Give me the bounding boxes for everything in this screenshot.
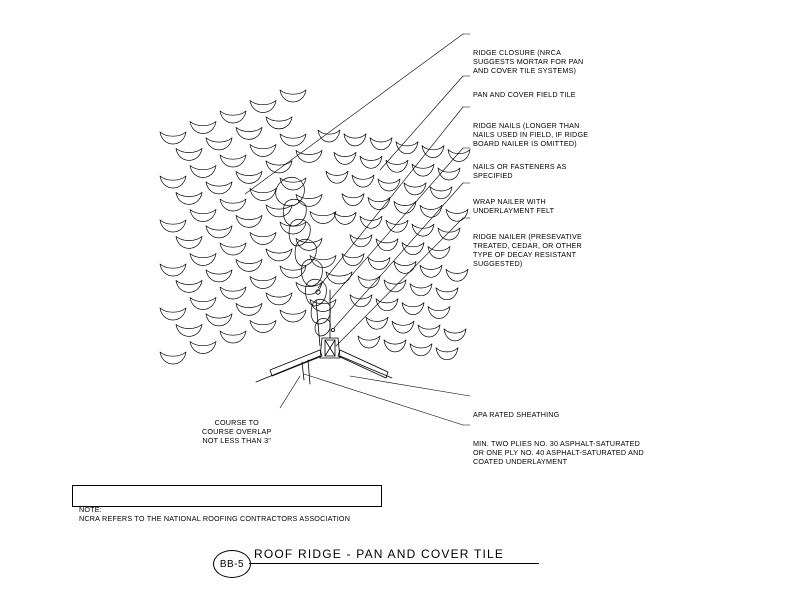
tile-scallop — [412, 224, 434, 236]
tile-scallop — [176, 148, 202, 160]
tile-scallop — [342, 254, 364, 266]
tile-scallop — [206, 314, 232, 326]
tile-scallop — [190, 254, 216, 266]
tile-scallop — [446, 209, 468, 221]
detail-id-bubble — [213, 550, 251, 578]
callout-ridge-nailer: RIDGE NAILER (PRESEVATIVE TREATED, CEDAR, OR OTHER TYPE OF DECAY RESISTANT SUGGESTED) — [473, 232, 582, 268]
tile-scallop — [176, 236, 202, 248]
tile-scallop — [220, 331, 246, 343]
tile-scallop — [296, 282, 322, 294]
tile-scallop — [296, 150, 322, 162]
tile-scallop — [386, 160, 408, 172]
tile-scallop — [236, 215, 262, 227]
right-roof-plane-tiles — [318, 130, 470, 360]
tile-scallop — [206, 138, 232, 150]
tile-scallop — [220, 287, 246, 299]
tile-scallop — [448, 150, 470, 162]
tile-scallop — [250, 277, 276, 289]
tile-scallop — [394, 261, 416, 273]
tile-scallop — [376, 299, 398, 311]
tile-scallop — [266, 117, 292, 129]
tile-scallop — [190, 342, 216, 354]
tile-scallop — [430, 187, 452, 199]
tile-scallop — [428, 307, 450, 319]
tile-scallop — [280, 178, 306, 190]
tile-scallop — [358, 276, 380, 288]
tile-scallop — [280, 90, 306, 102]
tile-scallop — [378, 179, 400, 191]
tile-scallop — [206, 182, 232, 194]
tile-scallop — [250, 101, 276, 113]
tile-scallop — [344, 134, 366, 146]
title-underline — [249, 563, 539, 564]
tile-scallop — [236, 127, 262, 139]
tile-scallop — [220, 111, 246, 123]
tile-scallop — [342, 194, 364, 206]
tile-scallop — [334, 212, 356, 224]
tile-scallop — [386, 220, 408, 232]
tile-scallop — [176, 192, 202, 204]
callout-ridge-closure: RIDGE CLOSURE (NRCA SUGGESTS MORTAR FOR PAN AND COVER TILE SYSTEMS) — [473, 48, 584, 75]
tile-scallop — [250, 145, 276, 157]
tile-scallop — [420, 265, 442, 277]
tile-scallop — [394, 201, 416, 213]
note-box — [72, 485, 382, 523]
tile-scallop — [410, 344, 432, 356]
tile-scallop — [358, 336, 380, 348]
tile-scallop — [412, 164, 434, 176]
tile-scallop — [190, 122, 216, 134]
tile-scallop — [410, 284, 432, 296]
tile-scallop — [334, 152, 356, 164]
tile-scallop — [206, 270, 232, 282]
tile-scallop — [220, 199, 246, 211]
tile-scallop — [220, 155, 246, 167]
tile-scallop — [428, 247, 450, 259]
tile-scallop — [436, 348, 458, 360]
tile-scallop — [418, 325, 440, 337]
tile-scallop — [236, 303, 262, 315]
tile-scallop — [376, 239, 398, 251]
note-text: NOTE: NCRA REFERS TO THE NATIONAL ROOFING CONTRACTORS ASSOCIATION — [79, 505, 351, 523]
tile-scallop — [436, 288, 458, 300]
tile-scallop — [266, 293, 292, 305]
tile-scallop — [370, 138, 392, 150]
callout-underlayment: MIN. TWO PLIES NO. 30 ASPHALT-SATURATED OR ONE PLY NO. 40 ASPHALT-SATURATED AND COATED UNDERLAYMENT — [473, 439, 644, 466]
tile-scallop — [280, 222, 306, 234]
callout-field-tile: PAN AND COVER FIELD TILE — [473, 90, 576, 99]
tile-scallop — [366, 317, 388, 329]
tile-scallop — [280, 134, 306, 146]
tile-scallop — [190, 210, 216, 222]
tile-scallop — [206, 226, 232, 238]
tile-scallop — [392, 321, 414, 333]
tile-scallop — [190, 166, 216, 178]
tile-scallop — [402, 303, 424, 315]
drawing-title: ROOF RIDGE - PAN AND COVER TILE — [254, 547, 505, 561]
tile-scallop — [160, 308, 186, 320]
callout-fasteners: NAILS OR FASTENERS AS SPECIFIED — [473, 162, 567, 180]
tile-scallop — [318, 130, 340, 142]
tile-scallop — [422, 146, 444, 158]
tile-scallop — [438, 228, 460, 240]
tile-scallop — [236, 171, 262, 183]
tile-scallop — [250, 321, 276, 333]
callout-sheathing: APA RATED SHEATHING — [473, 410, 560, 419]
tile-scallop — [176, 324, 202, 336]
tile-scallop — [350, 235, 372, 247]
tile-scallop — [250, 189, 276, 201]
tile-scallop — [368, 198, 390, 210]
tile-scallop — [326, 272, 352, 284]
tile-scallop — [160, 264, 186, 276]
detail-id: BB-5 — [219, 558, 245, 570]
tile-scallop — [384, 280, 406, 292]
tile-scallop — [160, 220, 186, 232]
tile-scallop — [350, 295, 372, 307]
tile-scallop — [250, 233, 276, 245]
tile-scallop — [446, 269, 468, 281]
tile-scallop — [236, 259, 262, 271]
tile-scallop — [444, 329, 466, 341]
tile-scallop — [190, 298, 216, 310]
tile-scallop — [402, 243, 424, 255]
tile-scallop — [438, 168, 460, 180]
tile-scallop — [352, 175, 374, 187]
tile-scallop — [404, 183, 426, 195]
tile-scallop — [266, 249, 292, 261]
tile-scallop — [360, 156, 382, 168]
tile-scallop — [368, 258, 390, 270]
tile-scallop — [160, 132, 186, 144]
callout-wrap-nailer: WRAP NAILER WITH UNDERLAYMENT FELT — [473, 197, 555, 215]
tile-scallop — [160, 176, 186, 188]
tile-scallop — [160, 352, 186, 364]
tile-scallop — [310, 256, 336, 268]
tile-scallop — [310, 212, 336, 224]
tile-scallop — [220, 243, 246, 255]
tile-scallop — [266, 205, 292, 217]
tile-scallop — [280, 310, 306, 322]
tile-scallop — [176, 280, 202, 292]
tile-scallop — [326, 171, 348, 183]
callout-overlap: COURSE TO COURSE OVERLAP NOT LESS THAN 3" — [202, 418, 272, 445]
tile-scallop — [420, 205, 442, 217]
callout-ridge-nails: RIDGE NAILS (LONGER THAN NAILS USED IN FIELD, IF RIDGE BOARD NAILER IS OMITTED) — [473, 121, 589, 148]
tile-scallop — [384, 340, 406, 352]
